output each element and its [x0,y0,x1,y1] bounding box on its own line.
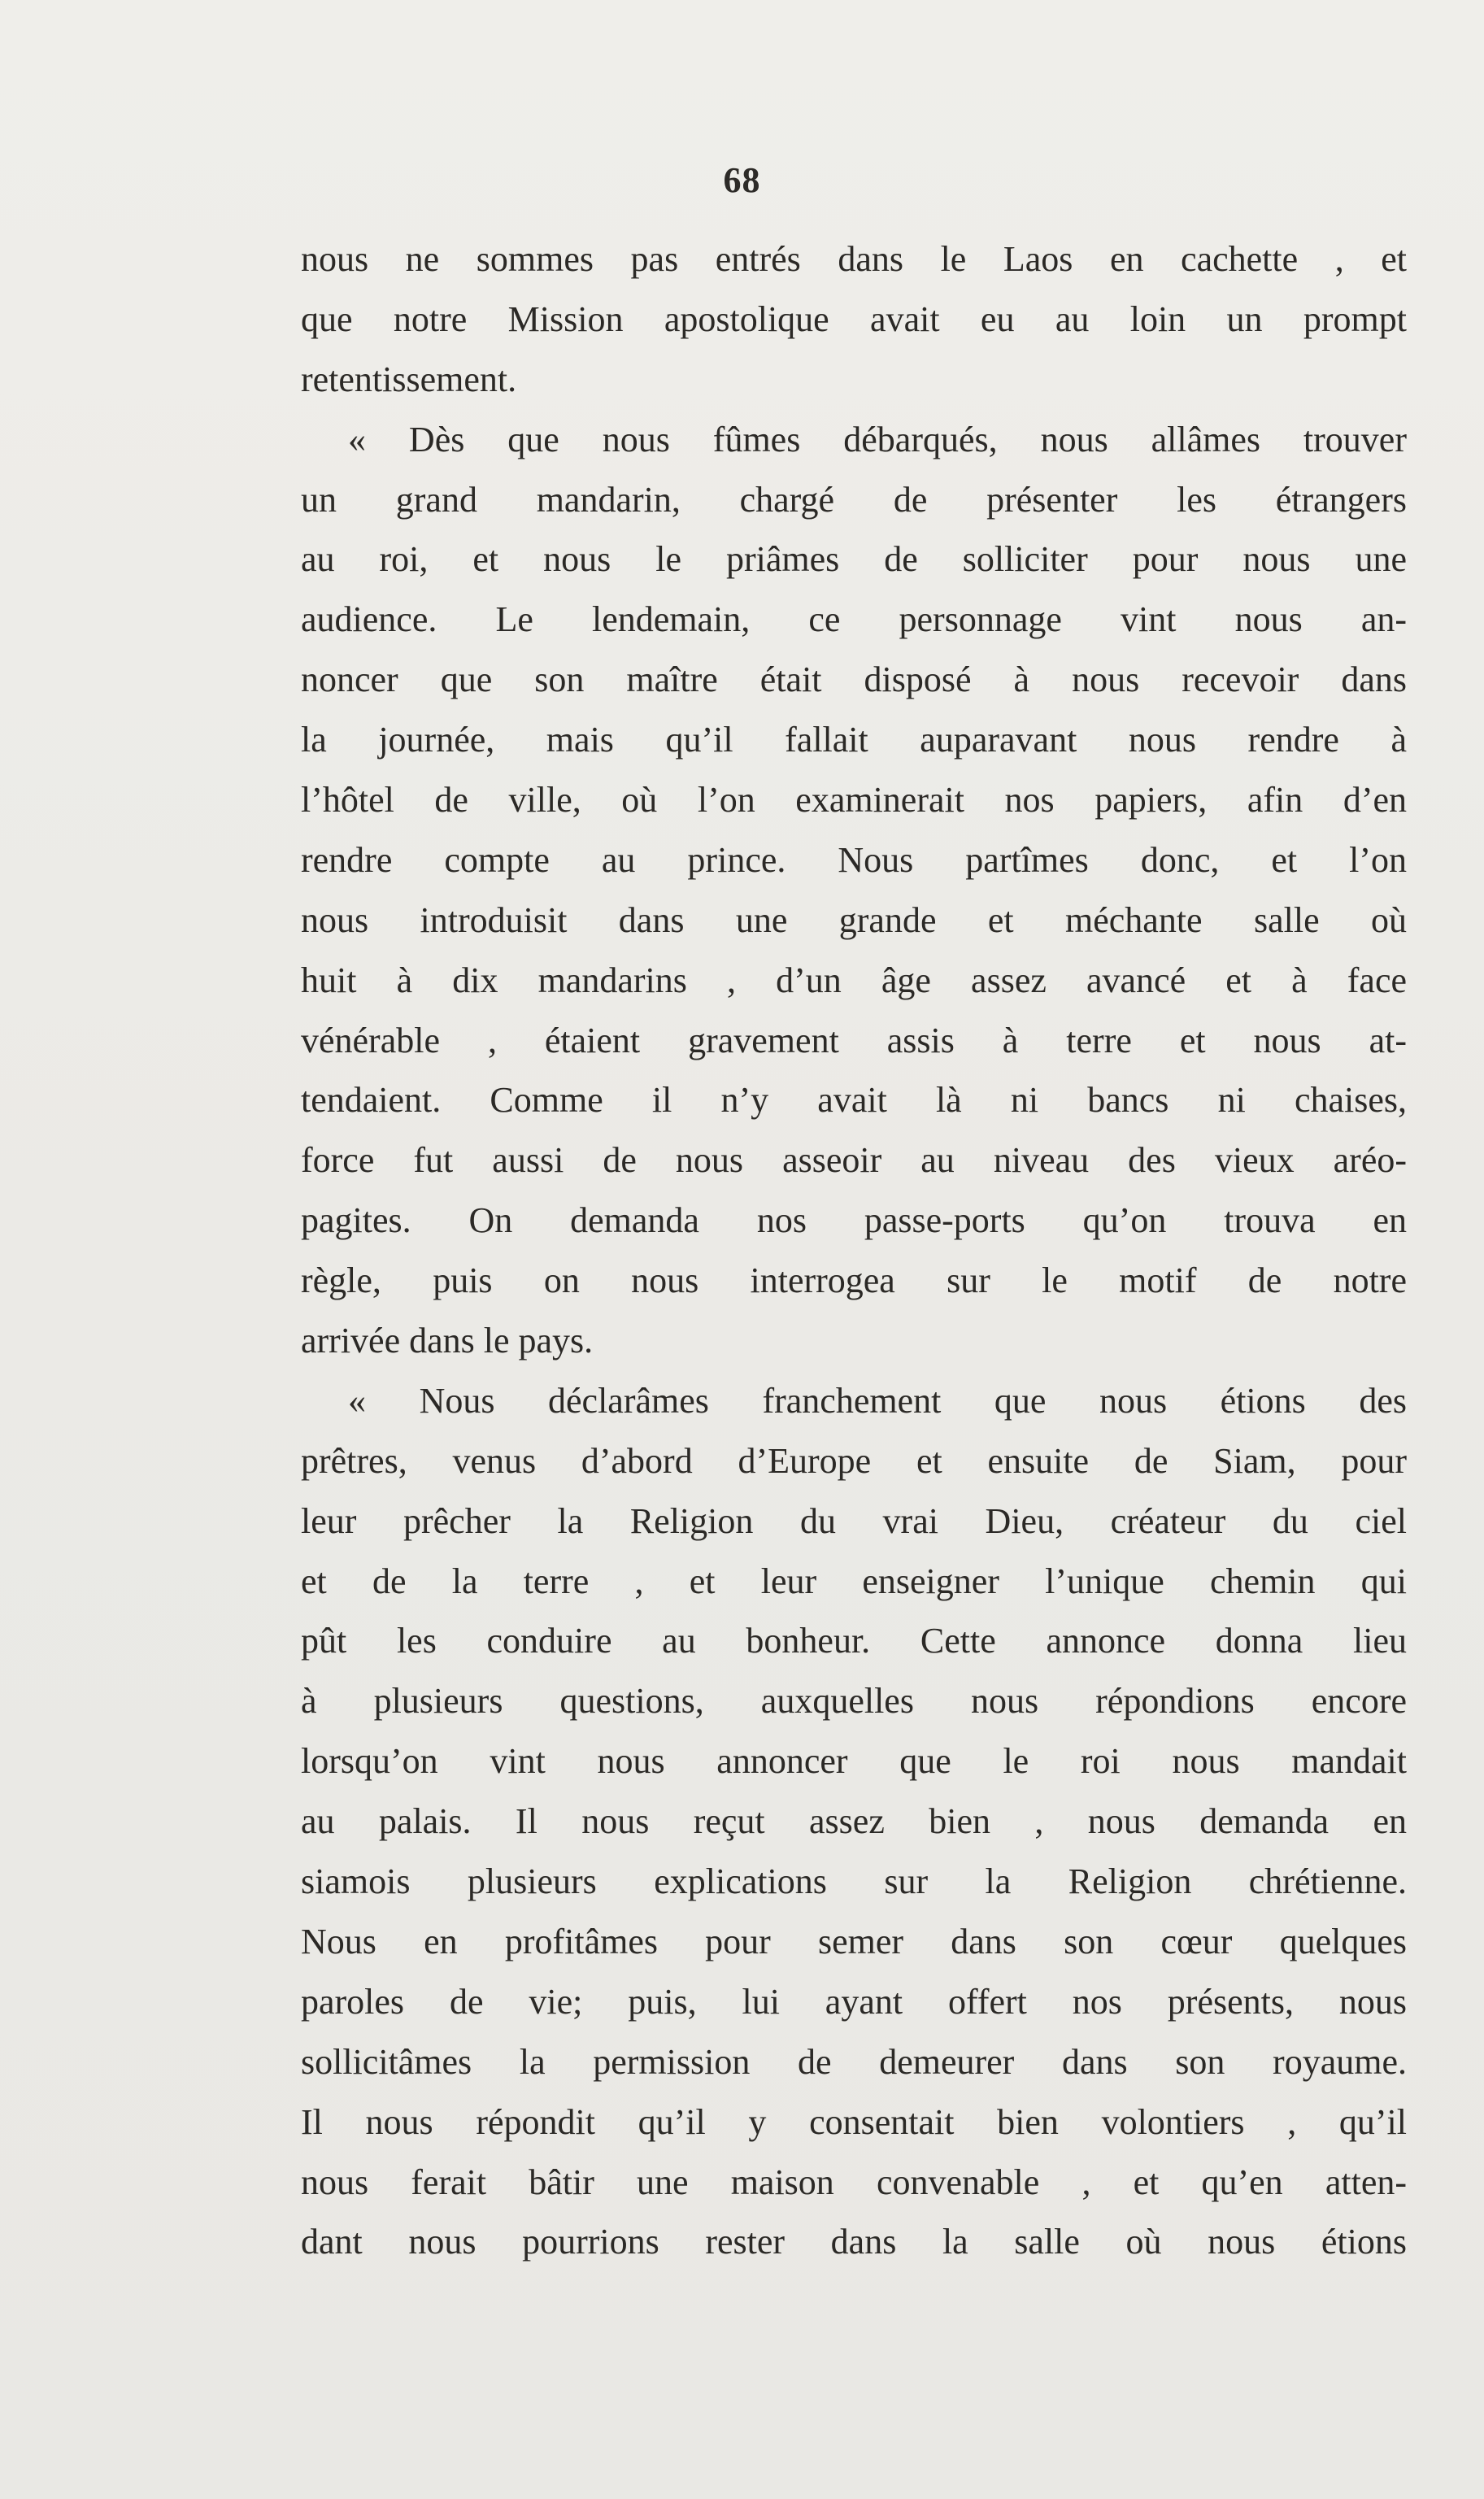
text-line: la journée, mais qu’il fallait auparavant nous rendre à [301,720,1407,760]
text-line: vénérable , étaient gravement assis à terre et nous at- [301,1020,1407,1060]
text-line: nous ferait bâtir une maison convenable , et qu’en atten- [301,2162,1407,2202]
text-line: paroles de vie; puis, lui ayant offert nos présents, nous [301,1981,1407,2022]
text-line: noncer que son maître était disposé à nous recevoir dans [301,660,1407,700]
page-number: 68 [723,160,761,200]
text-line: audience. Le lendemain, ce personnage vint nous an- [301,599,1407,640]
text-line: Nous en profitâmes pour semer dans son cœur quelques [301,1921,1407,1961]
body-text [301,229,1407,2272]
text-line: nous introduisit dans une grande et méchante salle où [301,899,1407,940]
text-line: que notre Mission apostolique avait eu au loin un prompt [301,298,1407,339]
text-line: au palais. Il nous reçut assez bien , nous demanda en [301,1801,1407,1842]
text-line: et de la terre , et leur enseigner l’unique chemin qui [301,1561,1407,1601]
text-line: rendre compte au prince. Nous partîmes donc, et l’on [301,839,1407,880]
text-line: au roi, et nous le priâmes de solliciter pour nous une [301,539,1407,580]
text-line: tendaient. Comme il n’y avait là ni bancs ni chaises, [301,1080,1407,1121]
text-line: prêtres, venus d’abord d’Europe et ensuite de Siam, pour [301,1440,1407,1481]
text-line: siamois plusieurs explications sur la Religion chrétienne. [301,1861,1407,1902]
text-line: nous ne sommes pas entrés dans le Laos en cachette , et [301,239,1407,279]
text-line: à plusieurs questions, auxquelles nous répondions encore [301,1681,1407,1722]
text-line: « Nous déclarâmes franchement que nous étions des [348,1380,1407,1421]
text-line: retentissement. [301,359,517,399]
text-line: un grand mandarin, chargé de présenter les étrangers [301,479,1407,520]
text-line: sollicitâmes la permission de demeurer dans son royaume. [301,2041,1407,2082]
text-line: règle, puis on nous interrogea sur le motif de notre [301,1260,1407,1301]
text-line: arrivée dans le pays. [301,1321,594,1361]
text-line: pagites. On demanda nos passe-ports qu’on trouva en [301,1200,1407,1241]
text-line: huit à dix mandarins , d’un âge assez avancé et à face [301,960,1407,1000]
text-line: « Dès que nous fûmes débarqués, nous allâmes trouver [348,419,1407,459]
text-line: force fut aussi de nous asseoir au niveau des vieux aréo- [301,1140,1407,1181]
text-line: pût les conduire au bonheur. Cette annonce donna lieu [301,1621,1407,1661]
text-line: leur prêcher la Religion du vrai Dieu, créateur du ciel [301,1500,1407,1541]
text-line: dant nous pourrions rester dans la salle où nous étions [301,2222,1407,2262]
text-line: lorsqu’on vint nous annoncer que le roi nous mandait [301,1741,1407,1782]
text-line: l’hôtel de ville, où l’on examinerait nos papiers, afin d’en [301,780,1407,821]
text-line: Il nous répondit qu’il y consentait bien volontiers , qu’il [301,2101,1407,2142]
